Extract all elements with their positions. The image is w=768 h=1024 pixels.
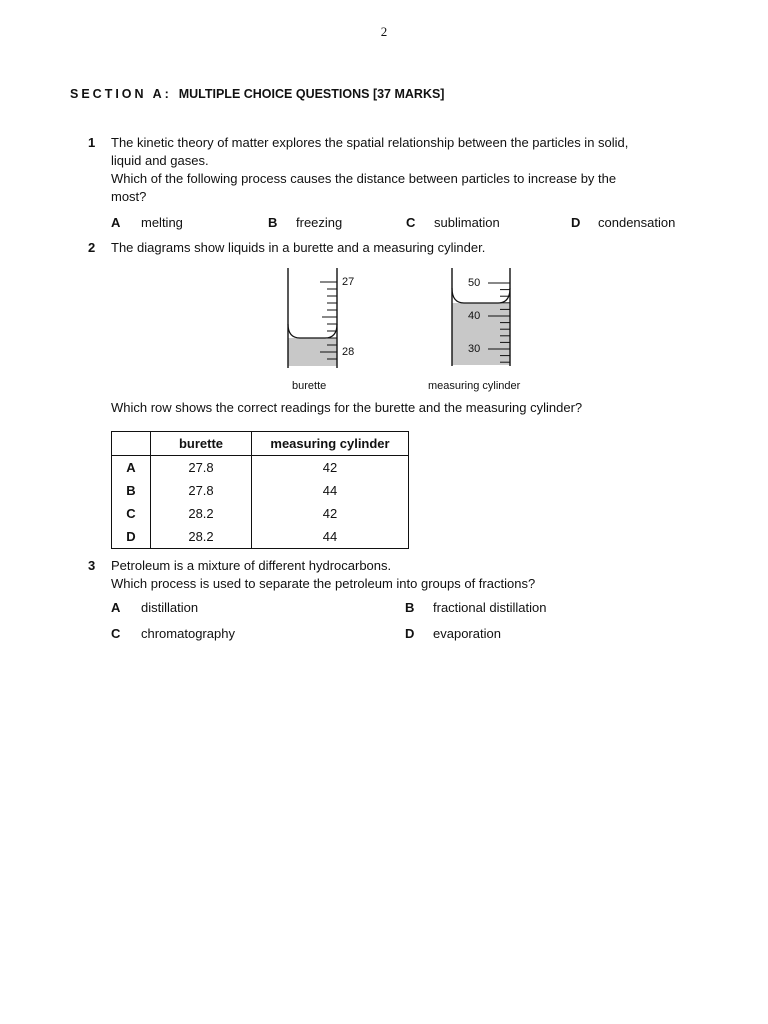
q3-option-c-letter[interactable]: C <box>111 626 121 641</box>
q1-option-d-text[interactable]: condensation <box>598 215 676 230</box>
q3-option-d-text[interactable]: evaporation <box>433 626 501 641</box>
cylinder-mark-40: 40 <box>468 310 481 322</box>
readings-table <box>111 431 409 549</box>
question-1-line: liquid and gases. <box>111 153 209 168</box>
q3-option-d-letter[interactable]: D <box>405 626 415 641</box>
question-1-text <box>111 134 691 206</box>
question-3-number: 3 <box>88 558 96 573</box>
q1-option-b-letter[interactable]: B <box>268 215 278 230</box>
measuring-cylinder-diagram <box>440 268 530 373</box>
question-1-number: 1 <box>88 135 96 150</box>
cylinder-meniscus <box>452 288 510 303</box>
question-1-line: most? <box>111 189 147 204</box>
table-row[interactable] <box>112 502 409 525</box>
burette-bottom-mark: 28 <box>342 346 355 358</box>
q1-option-b-text[interactable]: freezing <box>296 215 343 230</box>
section-heading: MULTIPLE CHOICE QUESTIONS [37 MARKS] <box>178 87 445 101</box>
question-1-line: Which of the following process causes the distance between particles to increase by the <box>111 171 617 186</box>
table-cell-cylinder: 44 <box>252 479 409 502</box>
cylinder-mark-50: 50 <box>468 277 481 289</box>
table-header-burette: burette <box>151 432 252 456</box>
q3-option-b-letter[interactable]: B <box>405 600 415 615</box>
table-cell-burette: 28.2 <box>188 529 214 544</box>
table-cell-burette: 27.8 <box>188 460 214 475</box>
question-3-line: Which process is used to separate the petroleum into groups of fractions? <box>111 576 536 591</box>
cylinder-mark-30: 30 <box>468 343 481 355</box>
question-2-prompt: Which row shows the correct readings for the burette and the measuring cylinder? <box>111 400 583 415</box>
page-number: 2 <box>380 24 388 39</box>
question-3-text <box>111 557 691 593</box>
q1-option-a-text[interactable]: melting <box>141 215 183 230</box>
q3-option-c-text[interactable]: chromatography <box>141 626 235 641</box>
question-1-line: The kinetic theory of matter explores the spatial relationship between the particles in solid, <box>111 135 629 150</box>
burette-diagram <box>280 268 370 373</box>
table-header-blank <box>112 432 151 456</box>
table-cell-cylinder: 44 <box>252 525 409 549</box>
table-row-letter: B <box>112 479 151 502</box>
table-row[interactable] <box>112 525 409 549</box>
question-2-intro: The diagrams show liquids in a burette and a measuring cylinder. <box>111 240 486 255</box>
table-cell-cylinder: 42 <box>252 502 409 525</box>
q1-option-d-letter[interactable]: D <box>571 215 581 230</box>
burette-top-mark: 27 <box>342 276 355 288</box>
table-row[interactable] <box>112 456 409 480</box>
q3-option-b-text[interactable]: fractional distillation <box>433 600 547 615</box>
table-row[interactable] <box>112 479 409 502</box>
table-row-letter: A <box>112 456 151 480</box>
table-header-cylinder: measuring cylinder <box>252 432 409 456</box>
q3-option-a-text[interactable]: distillation <box>141 600 199 615</box>
table-cell-burette: 27.8 <box>188 483 214 498</box>
burette-label: burette <box>292 380 327 392</box>
table-cell-cylinder: 42 <box>252 456 409 480</box>
q1-option-a-letter[interactable]: A <box>111 215 121 230</box>
q1-option-c-text[interactable]: sublimation <box>434 215 500 230</box>
section-title <box>70 87 444 101</box>
question-2-number: 2 <box>88 240 96 255</box>
question-3-line: Petroleum is a mixture of different hydrocarbons. <box>111 558 392 573</box>
section-label: SECTION A: <box>70 87 172 101</box>
table-row-letter: C <box>112 502 151 525</box>
measuring-cylinder-label: measuring cylinder <box>428 380 521 392</box>
table-header-row <box>112 432 409 456</box>
table-row-letter: D <box>112 525 151 549</box>
table-cell-burette: 28.2 <box>188 506 214 521</box>
q1-option-c-letter[interactable]: C <box>406 215 416 230</box>
q3-option-a-letter[interactable]: A <box>111 600 121 615</box>
